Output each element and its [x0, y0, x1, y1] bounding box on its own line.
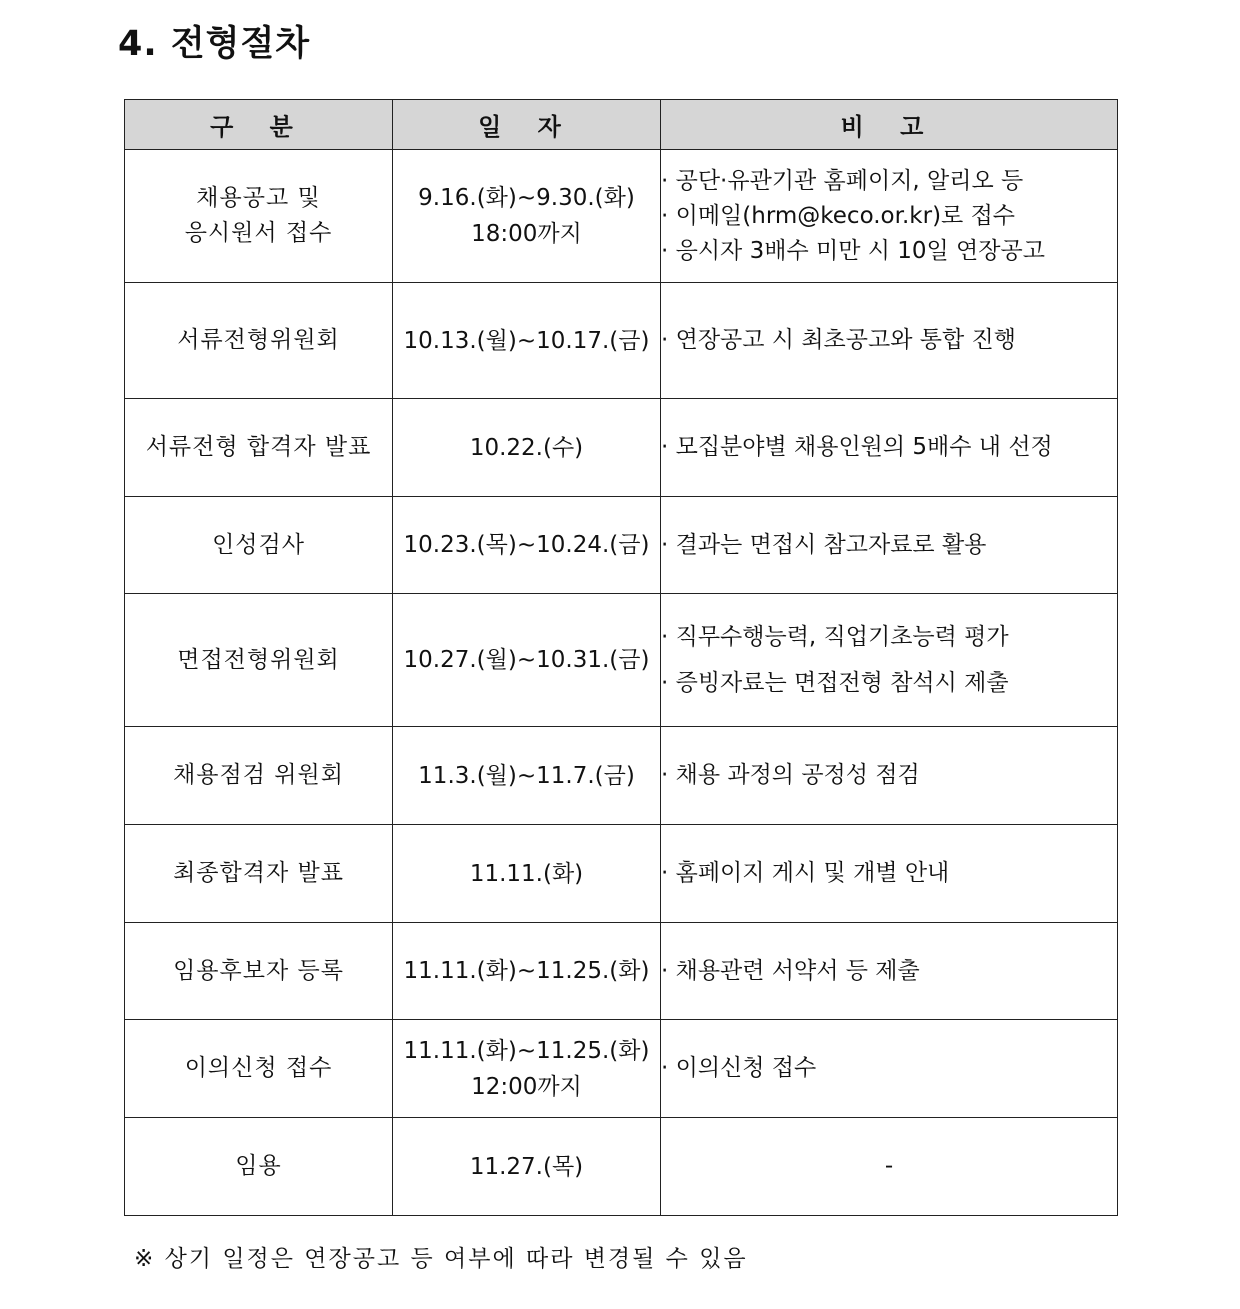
- remarks-cell: [661, 399, 1118, 497]
- table-row: [125, 1118, 1118, 1216]
- remark-item: · 이의신청 접수: [661, 1051, 1117, 1086]
- stage-text: 면접전형위원회: [177, 646, 340, 673]
- stage-text: 임용: [235, 1153, 282, 1179]
- stage-text: 인성검사: [212, 531, 305, 558]
- stage-cell: [125, 150, 393, 283]
- date-text: 10.22.(수): [469, 434, 584, 461]
- stage-cell: [125, 727, 393, 825]
- table-row: [125, 727, 1118, 825]
- remark-item: · 증빙자료는 면접전형 참석시 제출: [661, 660, 1117, 706]
- stage-text: 최종합격자 발표: [173, 860, 344, 886]
- stage-cell: [125, 825, 393, 923]
- remark-item: · 홈페이지 게시 및 개별 안내: [661, 856, 1117, 891]
- table-row: [125, 150, 1118, 283]
- date-cell: [393, 497, 661, 594]
- remarks-cell: [661, 1020, 1118, 1118]
- stage-cell: [125, 283, 393, 399]
- remarks-cell: [661, 825, 1118, 923]
- table-row: [125, 1020, 1118, 1118]
- empty-remark-dash: -: [884, 1153, 894, 1179]
- remarks-cell: [661, 497, 1118, 594]
- date-cell: [393, 1020, 661, 1118]
- header-date: 일 자: [393, 100, 661, 150]
- remark-item: · 결과는 면접시 참고자료로 활용: [661, 528, 1117, 563]
- stage-cell: [125, 1020, 393, 1118]
- date-text: 18:00까지: [471, 221, 582, 247]
- date-text: 11.11.(화)~11.25.(화): [403, 1037, 650, 1064]
- page-title: 4. 전형절차: [118, 24, 311, 64]
- date-text: 10.13.(월)~10.17.(금): [403, 327, 650, 354]
- date-cell: [393, 923, 661, 1020]
- stage-text: 응시원서 접수: [184, 220, 333, 246]
- date-text: 9.16.(화)~9.30.(화): [418, 185, 635, 211]
- table-row: [125, 594, 1118, 727]
- table-row: [125, 825, 1118, 923]
- date-text: 11.11.(화)~11.25.(화): [403, 958, 650, 984]
- date-text: 11.11.(화): [469, 860, 584, 887]
- remark-item: · 모집분야별 채용인원의 5배수 내 선정: [661, 430, 1117, 465]
- stage-text: 채용점검 위원회: [173, 762, 344, 788]
- date-text: 11.27.(목): [469, 1153, 584, 1180]
- date-cell: [393, 825, 661, 923]
- remark-item: · 이메일(hrm@keco.or.kr)로 접수: [661, 199, 1117, 234]
- table-row: [125, 923, 1118, 1020]
- table-row: [125, 497, 1118, 594]
- date-cell: [393, 594, 661, 727]
- stage-cell: [125, 1118, 393, 1216]
- date-cell: [393, 399, 661, 497]
- header-remarks: 비 고: [661, 100, 1118, 150]
- remark-item: · 공단·유관기관 홈페이지, 알리오 등: [661, 164, 1117, 199]
- stage-text: 서류전형 합격자 발표: [145, 434, 372, 460]
- remark-item: · 직무수행능력, 직업기초능력 평가: [661, 614, 1117, 660]
- stage-cell: [125, 923, 393, 1020]
- date-text: 10.23.(목)~10.24.(금): [403, 532, 650, 558]
- remarks-cell: [661, 594, 1118, 727]
- stage-text: 서류전형위원회: [177, 327, 340, 353]
- remarks-cell: [661, 1118, 1118, 1216]
- date-text: 11.3.(월)~11.7.(금): [418, 762, 635, 789]
- remarks-cell: [661, 150, 1118, 283]
- footnote: ※ 상기 일정은 연장공고 등 여부에 따라 변경될 수 있음: [134, 1246, 748, 1272]
- date-text: 12:00까지: [471, 1073, 582, 1100]
- date-text: 10.27.(월)~10.31.(금): [403, 647, 650, 673]
- stage-text: 임용후보자 등록: [173, 957, 344, 984]
- table-row: [125, 399, 1118, 497]
- stage-cell: [125, 497, 393, 594]
- schedule-table: [124, 99, 1118, 1216]
- date-cell: [393, 283, 661, 399]
- table-row: [125, 283, 1118, 399]
- stage-cell: [125, 594, 393, 727]
- remarks-cell: [661, 923, 1118, 1020]
- table-header-row: [125, 100, 1118, 150]
- remark-item: · 연장공고 시 최초공고와 통합 진행: [661, 323, 1117, 358]
- stage-text: 이의신청 접수: [184, 1055, 333, 1081]
- remarks-cell: [661, 283, 1118, 399]
- remark-item: · 응시자 3배수 미만 시 10일 연장공고: [661, 234, 1117, 269]
- date-cell: [393, 150, 661, 283]
- date-cell: [393, 1118, 661, 1216]
- remark-item: · 채용관련 서약서 등 제출: [661, 954, 1117, 989]
- remark-item: · 채용 과정의 공정성 점검: [661, 758, 1117, 793]
- header-category: 구 분: [125, 100, 393, 150]
- stage-text: 채용공고 및: [196, 185, 321, 211]
- date-cell: [393, 727, 661, 825]
- remarks-cell: [661, 727, 1118, 825]
- stage-cell: [125, 399, 393, 497]
